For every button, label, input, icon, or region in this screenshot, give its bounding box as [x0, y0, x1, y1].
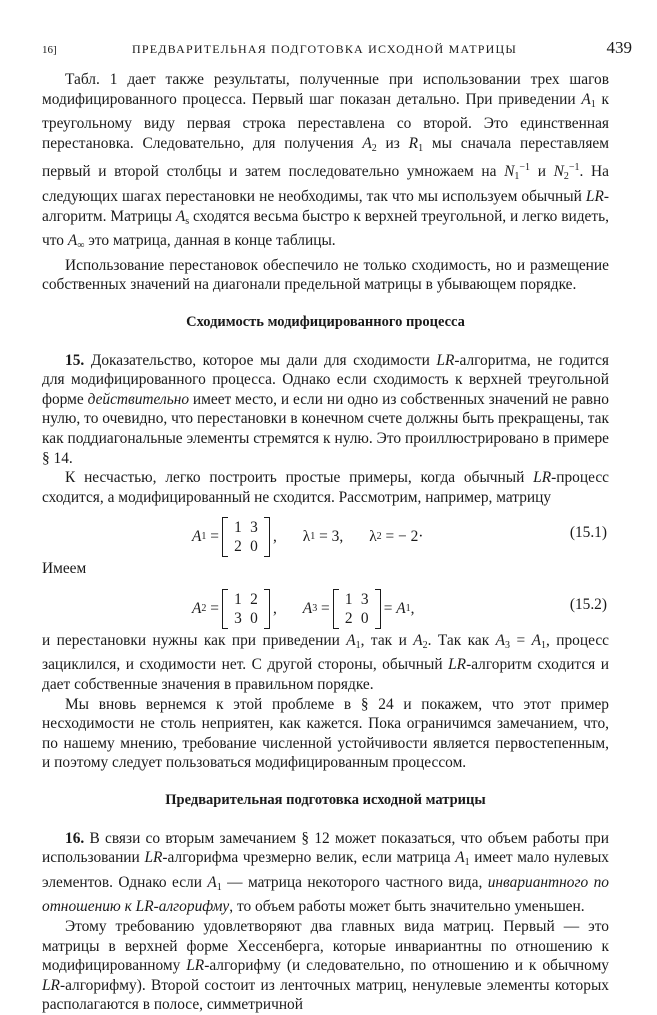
- equation-number: (15.2): [569, 595, 607, 613]
- matrix-a2: 1 2 3 0: [222, 589, 270, 629]
- matrix-a1: 1 3 2 0: [222, 517, 270, 557]
- page-body: [42, 70, 609, 1015]
- equation-15-1: A 1 = 1 3 2 0 , λ 1 = 3, λ 2 = − 2· (15.1): [192, 519, 607, 556]
- paragraph-cycling: и перестановки нужны как при приведении $A_1$, так и $A_2$. Так как $A_3 = A_1$, процесс зациклился, и сходимости нет. С другой стороны, обычный LR-алгоритм сходится и дает собственные значения в правильном порядке.: [42, 631, 610, 694]
- section-heading-convergence: Сходимость модифицированного процесса: [186, 313, 465, 330]
- paragraph-counterexample: К несчастью, легко построить простые примеры, когда обычный LR-процесс сходится, а модифицированный не сходится. Рассмотрим, например, матрицу: [42, 469, 609, 506]
- equation-15-2: A 2 = 1 2 3 0 , A 3 = 1 3 2 0 = A 1 , (15.2): [192, 590, 607, 627]
- page-number: 439: [606, 38, 632, 57]
- paragraph-return-24: Мы вновь вернемся к этой проблеме в § 24 и покажем, что этот пример несходимости не столь неприятен, как кажется. Пока ограничимся замечанием, что, по нашему мнению, требование численной устойчивости является первостепенным, и поэтому следует пользоваться модифицированным процессом.: [42, 695, 609, 772]
- paragraph-matrix-types: Этому требованию удовлетворяют два главных вида матриц. Первый — это матрицы в верхней форме Хессенберга, которые инвариантны по отношению к модифицированному LR-алгорифму (и следовательно, по отношению и к обычному LR-алгорифму). Второй состоит из ленточных матриц, ненулевые элементы которых располагаются в полосе, симметричной: [42, 918, 609, 1014]
- imeem-label: Имеем: [42, 560, 87, 578]
- paragraph-table-results: Табл. 1 дает также результаты, полученные при использовании трех шагов модифицированного процесса. Первый шаг показан детально. При приведении $A_1$ к треугольному виду первая строка переставлена со второй. Это единственная перестановка. Следовательно, для получения $A_2$ из $R_1$ мы сначала переставляем первый и второй столбцы и затем последовательно умножаем на $N_1^{-1}$ и $N_2^{-1}$. На следующих шагах перестановки не необходимы, так что мы используем обычный LR-алгоритм. Матрицы $A_s$ сходятся весьма быстро к верхней треугольной, и легко видеть, что $A_\infty$ это матрица, данная в конце таблицы.: [42, 71, 609, 252]
- running-title: ПРЕДВАРИТЕЛЬНАЯ ПОДГОТОВКА ИСХОДНОЙ МАТРИЦЫ: [132, 42, 518, 56]
- paragraph-15: 15. Доказательство, которое мы дали для сходимости LR-алгоритма, не годится для модифицированного процесса. Однако если сходимость к верхней треугольной форме действительно имеет место, и если ни одно из собственных значений не равно нулю, то очевидно, что перестановки в конечном счете должны быть прекращены, так как поддиагональные элементы стремятся к нулю. Это проиллюстрировано в примере § 14.: [42, 351, 609, 467]
- paragraph-16: 16. В связи со вторым замечанием § 12 может показаться, что объем работы при использовании LR-алгорифма чрезмерно велик, если матрица $A_1$ имеет мало нулевых элементов. Однако если $A_1$ — матрица некоторого частного вида, инвариантного по отношению к LR-алгорифму, то объем работы может быть значительно уменьшен.: [42, 829, 609, 916]
- running-header: [42, 40, 632, 60]
- section-heading-preparation: Предварительная подготовка исходной матрицы: [165, 792, 486, 809]
- section-marker: 16]: [42, 44, 57, 56]
- equation-number: (15.1): [569, 524, 607, 542]
- paragraph-permutations: Использование перестановок обеспечило не только сходимость, но и размещение собственных значений на диагонали предельной матрицы в убывающем порядке.: [42, 256, 609, 294]
- matrix-a3: 1 3 2 0: [333, 589, 381, 629]
